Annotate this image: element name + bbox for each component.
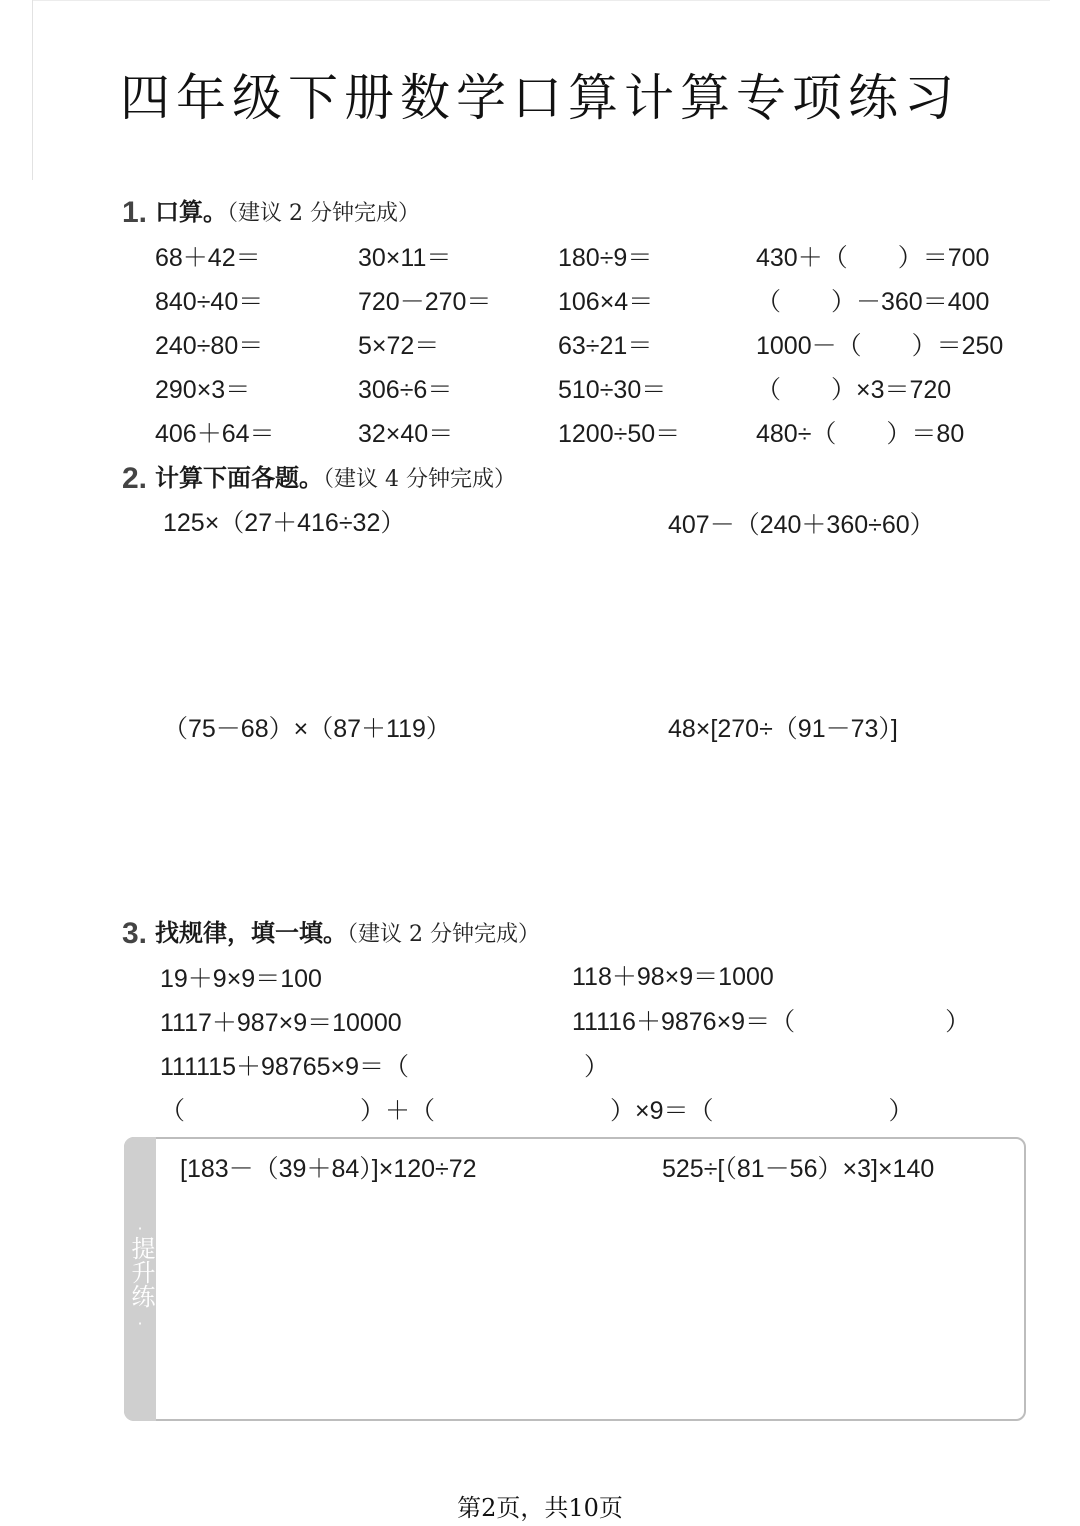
oral-item: 480÷（ ）＝80 — [756, 420, 965, 448]
oral-item: 720－270＝ — [358, 288, 492, 316]
oral-item: 63÷21＝ — [558, 332, 653, 360]
pattern-item: 19＋9×9＝100 — [160, 965, 322, 993]
calc-item: 407－（240＋360÷60） — [668, 511, 935, 539]
tab-dot-bottom: · — [137, 1314, 143, 1333]
section-2-number: 2. — [122, 462, 148, 495]
oral-item: 1200÷50＝ — [558, 420, 681, 448]
oral-item: 1000－（ ）＝250 — [756, 332, 1004, 360]
enhance-practice-label — [124, 1219, 156, 1333]
page-top-border — [32, 0, 1050, 1]
calc-item: （75－68）×（87＋119） — [163, 715, 451, 743]
oral-item: 5×72＝ — [358, 332, 440, 360]
tab-dot-top: · — [137, 1219, 143, 1238]
oral-item: 840÷40＝ — [155, 288, 264, 316]
oral-item: 68＋42＝ — [155, 244, 261, 272]
section-1-hint: （建议 2 分钟完成） — [227, 201, 421, 226]
enhance-item: [183－（39＋84）]×120÷72 — [180, 1155, 477, 1183]
oral-item: 430＋（ ）＝700 — [756, 244, 990, 272]
section-3-number: 3. — [122, 917, 148, 950]
pattern-item: （ ）＋（ ）×9＝（ ） — [160, 1097, 914, 1125]
pattern-item: 111115＋98765×9＝（ ） — [160, 1053, 610, 1081]
calc-item: 125×（27＋416÷32） — [163, 509, 406, 537]
section-3-hint: （建议 2 分钟完成） — [347, 922, 541, 947]
pattern-item: 1117＋987×9＝10000 — [160, 1009, 402, 1037]
pattern-item: 118＋98×9＝1000 — [572, 963, 774, 991]
section-3-label: 找规律，填一填。 — [155, 919, 348, 947]
section-2-heading — [122, 458, 516, 496]
section-1-label: 口算。 — [155, 198, 228, 226]
section-1-heading — [122, 192, 420, 230]
oral-item: 290×3＝ — [155, 376, 251, 404]
pattern-item: 11116＋9876×9＝（ ） — [572, 1008, 971, 1036]
oral-item: 240÷80＝ — [155, 332, 264, 360]
oral-item: （ ）－360＝400 — [756, 288, 990, 316]
oral-item: 406＋64＝ — [155, 420, 275, 448]
section-1-number: 1. — [122, 196, 148, 229]
oral-item: 180÷9＝ — [558, 244, 653, 272]
oral-item: （ ）×3＝720 — [756, 376, 952, 404]
calc-item: 48×[270÷（91－73）] — [668, 715, 898, 743]
section-3-heading — [122, 913, 540, 951]
oral-item: 510÷30＝ — [558, 376, 667, 404]
oral-item: 106×4＝ — [558, 288, 654, 316]
oral-item: 306÷6＝ — [358, 376, 453, 404]
page-title: 四年级下册数学口算计算专项练习 — [120, 69, 960, 127]
oral-item: 30×11＝ — [358, 244, 452, 272]
enhance-item: 525÷[（81－56）×3]×140 — [662, 1155, 935, 1183]
page-footer: 第2页，共10页 — [457, 1494, 623, 1522]
oral-item: 32×40＝ — [358, 420, 454, 448]
section-2-hint: （建议 4 分钟完成） — [323, 467, 517, 492]
enhance-practice-label-text: 提升练 — [127, 1236, 155, 1308]
section-2-label: 计算下面各题。 — [155, 464, 324, 492]
